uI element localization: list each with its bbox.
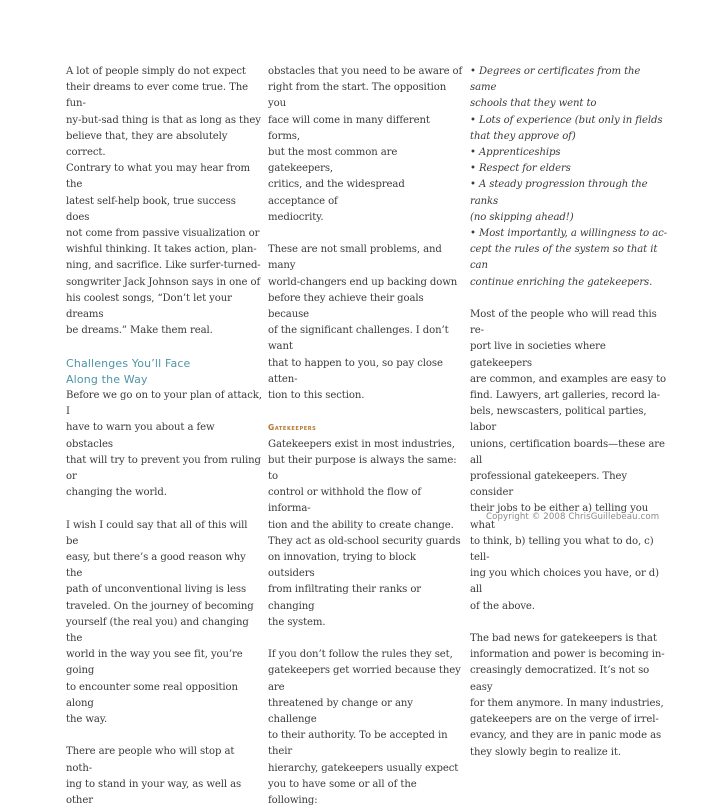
body-paragraph: obstacles that you need to be aware of right from the start. The opposition you face will come in many different forms, but the most common are gatekeepers, critics, and the widespread acceptance of mediocrity. [268,66,463,223]
list-item: • A steady progression through the ranks (no skipping ahead!) [470,179,648,223]
text-column-1 [66,64,262,809]
body-paragraph: These are not small problems, and many world-changers end up backing down before they achieve their goals because of the significant challenges. I don’t want that to happen to you, so pay close atten- tion to this section. [268,244,458,402]
body-paragraph: There are people who will stop at noth- ing to stand in your way, as well as other [66,746,242,807]
section-heading: Challenges You’ll Face Along the Way [66,356,191,386]
subsection-heading: Gatekeepers [268,423,317,433]
list-item: • Degrees or certificates from the same schools that they went to [470,66,641,110]
intro-paragraph: A lot of people simply do not expect their dreams to ever come true. The fun- ny-but-sad thing is that as long as they believe that, they are absolutely correct. Contrary to what you may hear from the latest self-help book, true success does not come from passive visualization or wishful thinking. It takes action, plan- ning, and sacrifice. Like surfer-turned- songwriter Jack Johnson says in one of his coolest songs, “Don’t let your dreams be dreams.” Make them real. [66,66,261,337]
body-paragraph: Most of the people who will read this re- port live in societies where gatekeepers are common, and examples are easy to find. Lawyers, art galleries, record la- bels, newscasters, political parties, labor unions, certification boards—these are all professional gatekeepers. They consider their jobs to be either a) telling you what to think, b) telling you what to do, c) tell- ing you which choices you have, or d) all of the above. [470,309,667,612]
list-item: • Respect for elders [470,163,571,175]
list-item: • Apprenticeships [470,147,561,159]
body-paragraph: Before we go on to your plan of attack, I have to warn you about a few obstacles that will try to prevent you from ruling or changing the world. [66,390,262,499]
body-paragraph: I wish I could say that all of this will be easy, but there’s a good reason why the path of unconventional living is less traveled. On the journey of becoming yourself (the real you) and changing the world in the way you see fit, you’re going to encounter some real opposition along the way. [66,519,254,726]
list-item: • Lots of experience (but only in fields that they approve of) [470,114,663,142]
list-item: • Most importantly, a willingness to ac- cept the rules of the system so that it can continue enriching the gatekeepers. [470,228,668,288]
text-column-2 [268,64,464,809]
body-paragraph: If you don’t follow the rules they set, gatekeepers get worried because they are threatened by change or any challenge to their authority. To be accepted in their hierarchy, gatekeepers usually expect you to have some or all of the following: [268,649,461,807]
body-paragraph: Gatekeepers exist in most industries, but their purpose is always the same: to control or withhold the flow of informa- tion and the ability to create change. They act as old-school security guards on innovation, trying to block outsiders from infiltrating their ranks or changing the system. [268,438,461,628]
body-paragraph: The bad news for gatekeepers is that information and power is becoming in- creasingly democratized. It’s not so easy for them anymore. In many industries, gatekeepers are on the verge of irrel- evancy, and they are in panic mode as they slowly begin to realize it. [470,633,665,758]
copyright-notice: Copyright © 2008 ChrisGuillebeau.com [486,512,660,522]
gatekeeper-expectations-list [470,64,668,291]
text-column-3 [470,64,668,761]
